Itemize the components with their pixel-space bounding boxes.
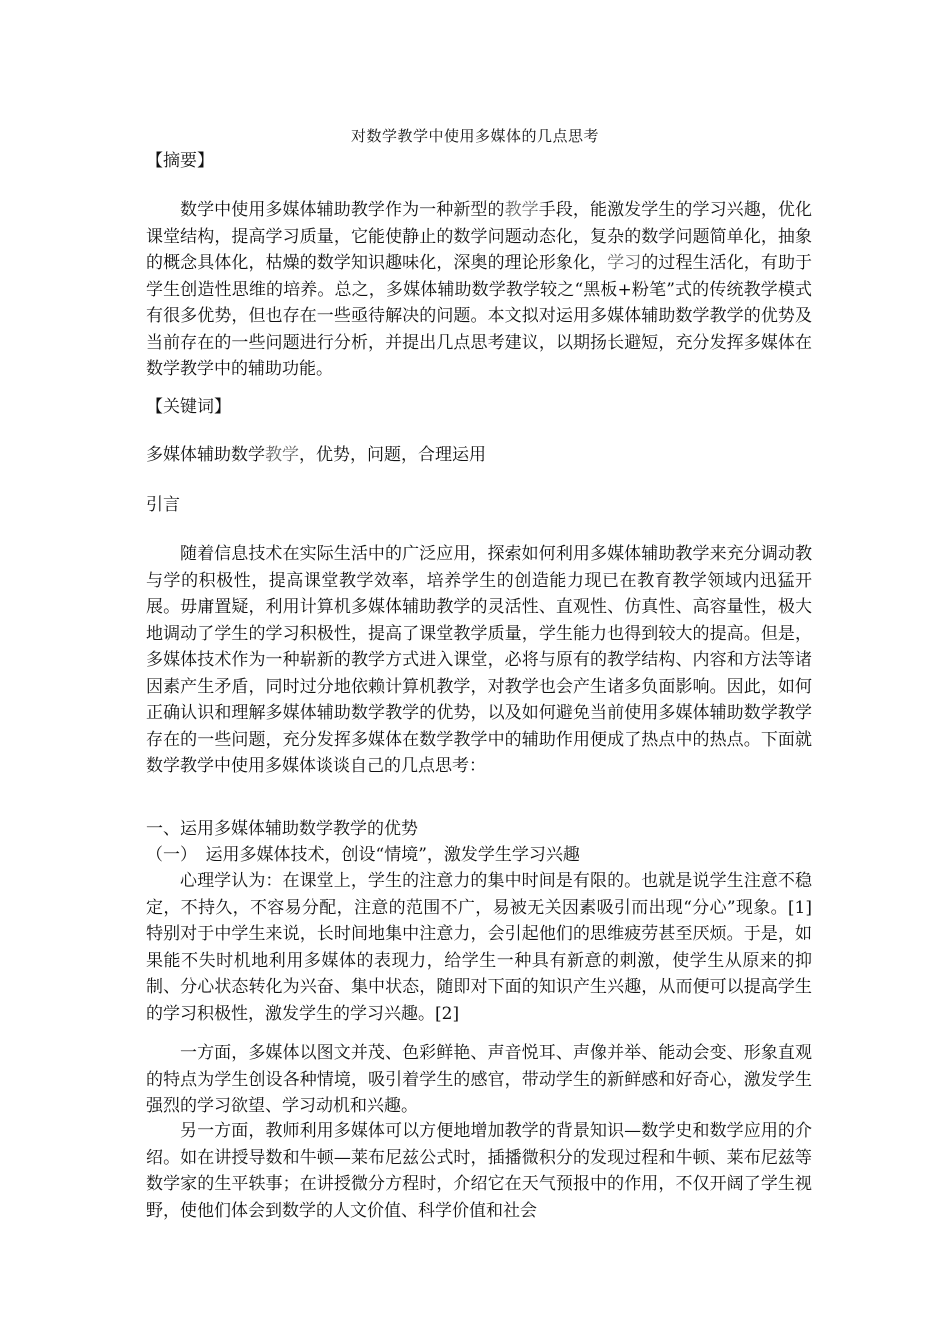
intro-heading: 引言	[146, 495, 180, 515]
keywords-text-1: 多媒体辅助数学	[146, 445, 265, 465]
abstract-paragraph	[146, 197, 812, 383]
section1-paragraph-2: 一方面，多媒体以图文并茂、色彩鲜艳、声音悦耳、声像并举、能动会变、形象直观的特点为学生创设各种情境，吸引着学生的感官，带动学生的新鲜感和好奇心，激发学生强烈的学习欲望、学习动机和兴趣。	[146, 1043, 812, 1116]
section1-heading: 一、运用多媒体辅助数学教学的优势	[146, 819, 418, 839]
keywords-heading: 【关键词】	[146, 397, 231, 417]
intro-paragraph: 随着信息技术在实际生活中的广泛应用，探索如何利用多媒体辅助教学来充分调动教与学的积极性，提高课堂教学效率，培养学生的创造能力现已在教育教学领域内迅猛开展。毋庸置疑，利用计算机多媒体辅助教学的灵活性、直观性、仿真性、高容量性，极大地调动了学生的学习积极性，提高了课堂教学质量，学生能力也得到较大的提高。但是，多媒体技术作为一种崭新的教学方式进入课堂，必将与原有的教学结构、内容和方法等诸因素产生矛盾，同时过分地依赖计算机教学，对教学也会产生诸多负面影响。因此，如何正确认识和理解多媒体辅助数学教学的优势，以及如何避免当前使用多媒体辅助数学教学存在的一些问题，充分发挥多媒体在数学教学中的辅助作用便成了热点中的热点。下面就数学教学中使用多媒体谈谈自己的几点思考：	[146, 544, 812, 776]
abstract-text-1: 数学中使用多媒体辅助教学作为一种新型的	[180, 200, 505, 220]
section1-paragraph-1: 心理学认为：在课堂上，学生的注意力的集中时间是有限的。也就是说学生注意不稳定，不持久，不容易分配，注意的范围不广，易被无关因素吸引而出现“分心”现象。[1]特别对于中学生来说，长时间地集中注意力，会引起他们的思维疲劳甚至厌烦。于是，如果能不失时机地利用多媒体的表现力，给学生一种具有新意的刺激，使学生从原来的抑制、分心状态转化为兴奋、集中状态，随即对下面的知识产生兴趣，从而便可以提高学生的学习积极性，激发学生的学习兴趣。[2]	[146, 871, 812, 1024]
abstract-heading: 【摘要】	[146, 151, 214, 171]
abstract-text-2: 手段，能激发学生的学习兴趣，优化课堂结构，提高学习质量，它能使静止的数学问题动态化，复杂的数学问题简单化，抽象的概念具体化，枯燥的数学知识趣味化，深奥的理论形象化，	[146, 200, 813, 273]
abstract-text-3: 的过程生活化，有助于学生创造性思维的培养。总之，多媒体辅助数学教学较之“黑板+粉笔”式的传统教学模式有很多优势，但也存在一些亟待解决的问题。本文拟对运用多媒体辅助数学教学的优势及当前存在的一些问题进行分析，并提出几点思考建议，以期扬长避短，充分发挥多媒体在数学教学中的辅助功能。	[146, 253, 813, 379]
keywords-highlight: 教学	[265, 445, 299, 465]
keywords-text-2: ，优势，问题，合理运用	[299, 445, 486, 465]
abstract-highlight-teaching: 教学	[504, 200, 539, 220]
keywords-line	[146, 442, 812, 469]
document-title: 对数学教学中使用多媒体的几点思考	[350, 127, 599, 145]
section1-paragraph-3: 另一方面，教师利用多媒体可以方便地增加教学的背景知识—数学史和数学应用的介绍。如在讲授导数和牛顿—莱布尼兹公式时，插播微积分的发现过程和牛顿、莱布尼兹等数学家的生平轶事；在讲授微分方程时，介绍它在天气预报中的作用，不仅开阔了学生视野，使他们体会到数学的人文价值、科学价值和社会	[146, 1121, 812, 1221]
section1-subheading: （一） 运用多媒体技术，创设“情境”，激发学生学习兴趣	[146, 845, 580, 865]
abstract-highlight-learning: 学习	[607, 253, 642, 273]
